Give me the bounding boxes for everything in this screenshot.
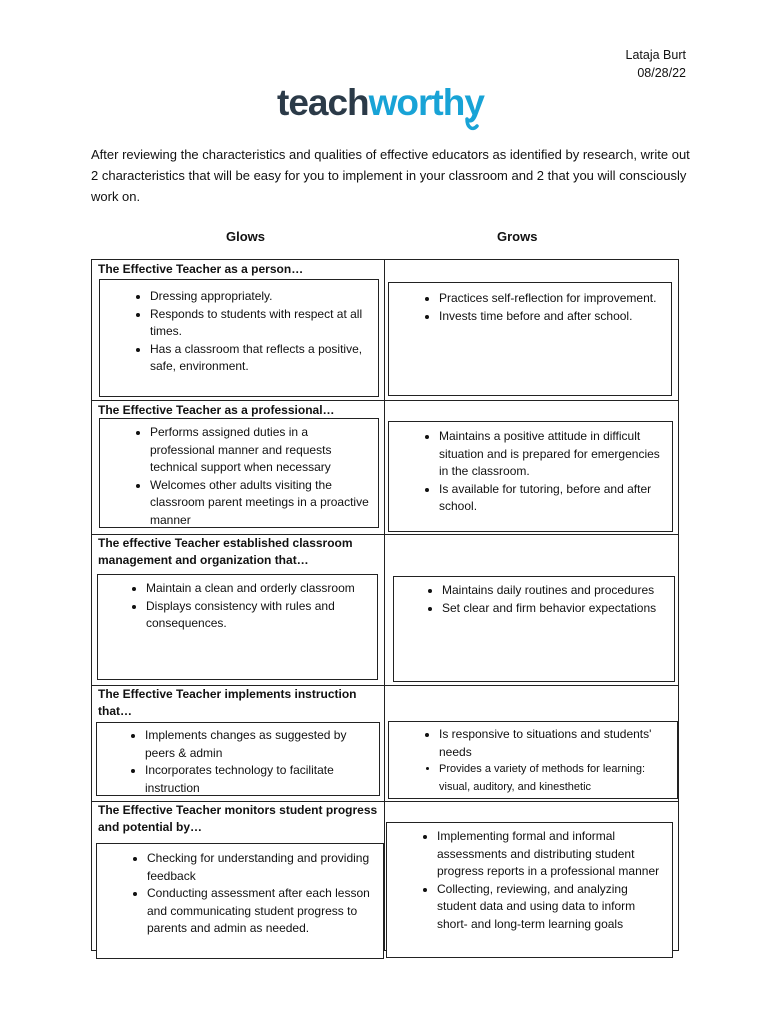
- logo-text-blue: worthy: [368, 82, 484, 123]
- glows-box-management: [97, 574, 378, 680]
- list-item: • Is available for tutoring, before and after school.: [439, 481, 666, 516]
- glows-box-professional: [99, 418, 379, 528]
- author-block: [626, 46, 686, 82]
- list-item: • Responds to students with respect at all times.: [150, 306, 372, 341]
- grows-heading: Grows: [497, 229, 538, 244]
- svg-text:teachworthy: [277, 82, 485, 123]
- list-item: • Set clear and firm behavior expectations: [442, 600, 668, 618]
- list-item: • Implementing formal and informal assessments and distributing student progress reports in a professional manner: [437, 828, 666, 881]
- column-divider: [384, 260, 385, 950]
- list-item: • Incorporates technology to facilitate instruction: [145, 762, 373, 796]
- list-item: • Maintains daily routines and procedures: [442, 582, 668, 600]
- list-item: • Maintains a positive attitude in difficult situation and is prepared for emergencies in the classroom.: [439, 428, 666, 481]
- row-divider: [92, 400, 678, 401]
- list-item: • Conducting assessment after each lesson and communicating student progress to parents and admin as needed.: [147, 885, 377, 938]
- row-title-progress: The Effective Teacher monitors student progress and potential by…: [98, 803, 378, 834]
- list-item: • Maintain a clean and orderly classroom: [146, 580, 371, 598]
- list-item: • Collecting, reviewing, and analyzing student data and using data to inform short- and long-term learning goals: [437, 881, 666, 934]
- glows-heading: Glows: [226, 229, 266, 244]
- list-item: • Invests time before and after school.: [439, 308, 665, 326]
- glows-box-person: [99, 279, 379, 397]
- list-item: • Is responsive to situations and students' needs: [439, 726, 671, 761]
- list-item: • Displays consistency with rules and consequences.: [146, 598, 371, 633]
- row-title-person: The Effective Teacher as a person…: [98, 262, 304, 276]
- glows-box-instruction: [96, 722, 380, 796]
- instructions-paragraph: After reviewing the characteristics and qualities of effective educators as identified by research, write out 2 characteristics that will be easy for you to implement in your classroom and 2 that you will consciously work on.: [91, 147, 690, 204]
- author-date: 08/28/22: [637, 66, 686, 80]
- glows-box-progress: [96, 843, 384, 959]
- list-item: • Practices self-reflection for improvement.: [439, 290, 665, 308]
- row-title-management: The effective Teacher established classroom management and organization that…: [98, 536, 353, 567]
- list-item: • Performs assigned duties in a professional manner and requests technical support when necessary: [150, 424, 372, 477]
- row-title-instruction: The Effective Teacher implements instruction that…: [98, 687, 357, 718]
- glows-grows-table: [91, 259, 679, 951]
- list-item: • Dressing appropriately.: [150, 288, 372, 306]
- list-item: • Welcomes other adults visiting the classroom parent meetings in a proactive manner: [150, 477, 372, 529]
- list-item: • Checking for understanding and providing feedback: [147, 850, 377, 885]
- list-item: • Implements changes as suggested by peers & admin: [145, 727, 373, 762]
- grows-box-progress: [386, 822, 673, 958]
- grows-box-management: [393, 576, 675, 682]
- grows-box-instruction: [388, 721, 678, 799]
- logo-text-dark: teach: [277, 82, 369, 123]
- row-title-professional: The Effective Teacher as a professional…: [98, 403, 335, 417]
- teachworthy-logo: [277, 82, 487, 134]
- grows-box-person: [388, 282, 672, 396]
- list-item: • Provides a variety of methods for learning: visual, auditory, and kinesthetic: [439, 761, 671, 796]
- list-item: • Has a classroom that reflects a positive, safe, environment.: [150, 341, 372, 376]
- grows-box-professional: [388, 421, 673, 532]
- author-name: Lataja Burt: [625, 48, 686, 62]
